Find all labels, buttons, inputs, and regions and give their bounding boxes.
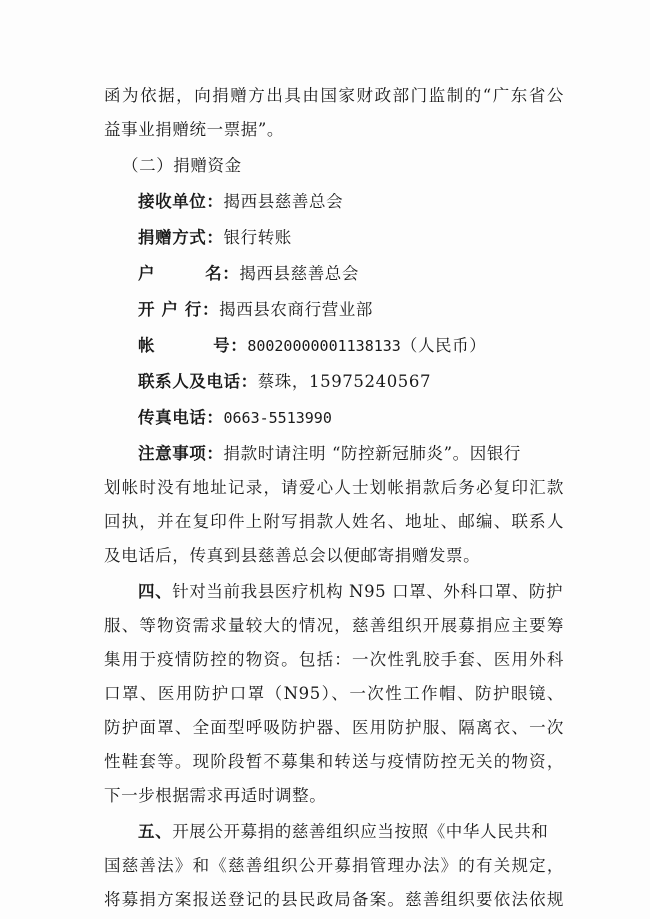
method-label: 捐赠方式： xyxy=(138,228,224,247)
fax-value: 0663-5513990 xyxy=(223,409,332,427)
account-name-value: 揭西县慈善总会 xyxy=(239,264,360,283)
account-name-label-a: 户 xyxy=(138,264,156,283)
section-four-line-5: 防护面罩、全面型呼吸防护器、医用防护服、隔离衣、一次 xyxy=(104,718,564,737)
section-five-row xyxy=(138,815,564,849)
account-number-value: 80020000001138133 xyxy=(247,337,401,355)
bank-value: 揭西县农商行营业部 xyxy=(219,300,373,319)
section-five-line-2: 国慈善法》和《慈善组织公开募捐管理办法》的有关规定， xyxy=(104,856,564,875)
fax-row xyxy=(138,401,598,435)
section-four-line-6: 性鞋套等。现阶段暂不募集和转送与疫情防控无关的物资， xyxy=(104,752,564,771)
section-five-line-1: 开展公开募捐的慈善组织应当按照《中华人民共和 xyxy=(172,822,549,841)
notes-row xyxy=(138,437,564,471)
section-four-line-4: 口罩、医用防护口罩（N95）、一次性工作帽、防护眼镜、 xyxy=(104,684,564,703)
section-four-line-7: 下一步根据需求再适时调整。 xyxy=(104,786,327,805)
account-number-label-b: 号： xyxy=(213,336,248,355)
notes-line-4: 及电话后，传真到县慈善总会以便邮寄捐赠发票。 xyxy=(104,546,481,565)
recipient-row xyxy=(138,185,598,219)
section-five-line-3: 将募捐方案报送登记的县民政局备案。慈善组织要依法依规 xyxy=(104,890,564,909)
funds-heading: （二）捐赠资金 xyxy=(122,156,242,175)
fax-label: 传真电话： xyxy=(138,408,224,427)
account-number-row xyxy=(138,329,598,363)
section-four-label: 四、 xyxy=(138,582,173,601)
notes-label: 注意事项： xyxy=(138,444,224,463)
contact-label: 联系人及电话： xyxy=(138,372,258,391)
account-number-currency: （人民币） xyxy=(400,336,487,355)
bank-row xyxy=(138,293,598,327)
section-four-line-1: 针对当前我县医疗机构 N95 口罩、外科口罩、防护 xyxy=(172,582,564,601)
notes-line-1: 捐款时请注明 “防控新冠肺炎”。因银行 xyxy=(223,444,522,463)
contact-row xyxy=(138,365,598,399)
method-row xyxy=(138,221,598,255)
section-five-label: 五、 xyxy=(138,822,173,841)
intro-line-1: 函为依据，向捐赠方出具由国家财政部门监制的“广东省公 xyxy=(104,86,564,105)
notes-line-3: 回执，并在复印件上附写捐款人姓名、地址、邮编、联系人 xyxy=(104,512,564,531)
account-number-label-a: 帐 xyxy=(138,336,156,355)
section-four-row xyxy=(138,575,564,609)
section-four-line-2: 服、等物资需求量较大的情况，慈善组织开展募捐应主要筹 xyxy=(104,616,564,635)
account-name-row xyxy=(138,257,598,291)
bank-label: 开 户 行： xyxy=(138,300,220,319)
account-name-label-b: 名： xyxy=(205,264,240,283)
recipient-value: 揭西县慈善总会 xyxy=(223,192,344,211)
recipient-label: 接收单位： xyxy=(138,192,224,211)
intro-line-2: 益事业捐赠统一票据”。 xyxy=(104,120,285,139)
contact-value: 蔡珠，15975240567 xyxy=(257,372,432,391)
notes-line-2: 划帐时没有地址记录，请爱心人士划帐捐款后务必复印汇款 xyxy=(104,478,564,497)
section-four-line-3: 集用于疫情防控的物资。包括：一次性乳胶手套、医用外科 xyxy=(104,650,564,669)
method-value: 银行转账 xyxy=(223,228,292,247)
